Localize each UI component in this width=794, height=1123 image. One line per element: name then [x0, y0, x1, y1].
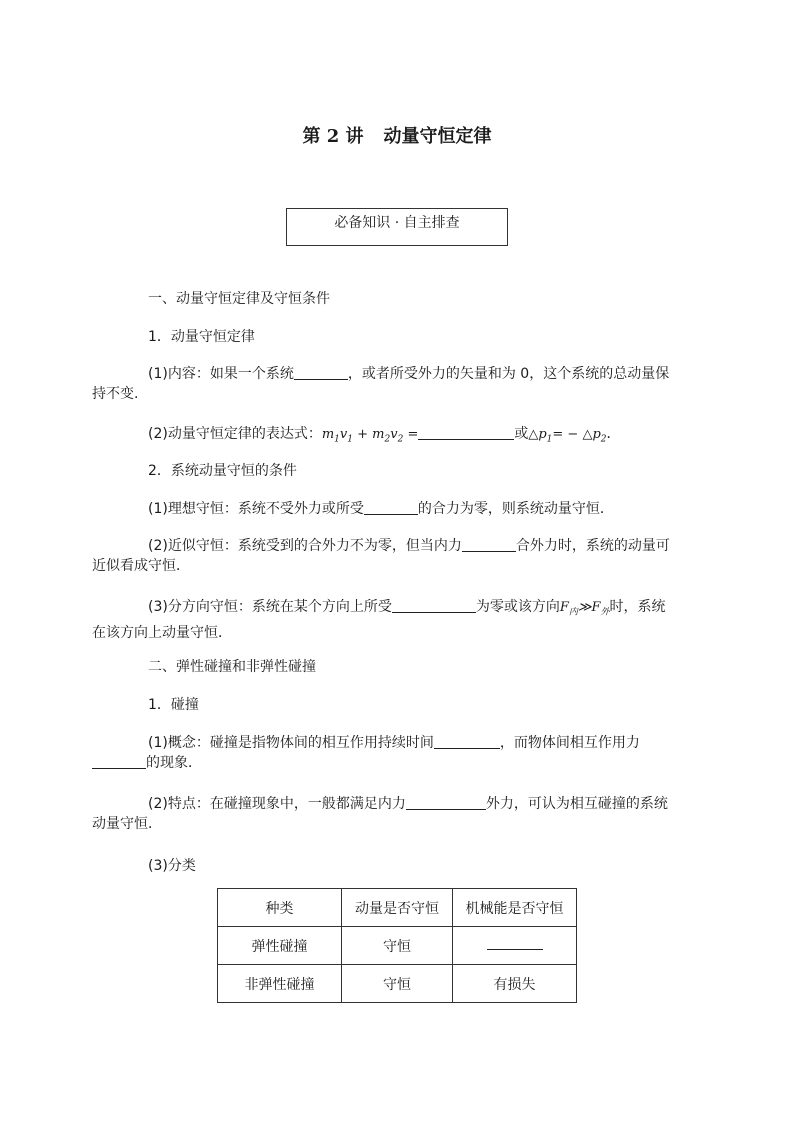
- table-row: [218, 965, 577, 1003]
- paragraph-approximate: (2)近似守恒：系统受到的合外力不为零，但当内力 合外力时，系统的动量可 近似看成守恒．: [92, 538, 670, 574]
- fill-blank[interactable]: [294, 365, 348, 380]
- fill-blank[interactable]: [418, 425, 514, 440]
- fill-blank[interactable]: [92, 754, 146, 769]
- table-cell: 有损失: [453, 965, 577, 1003]
- paragraph-concept: (1)概念：碰撞是指物体间的相互作用持续时间 ，而物体间相互作用力 的现象．: [120, 733, 680, 773]
- fill-blank[interactable]: [462, 537, 516, 552]
- table-header: 动量是否守恒: [342, 889, 453, 927]
- table-header: 机械能是否守恒: [453, 889, 577, 927]
- formula-force: $F_内≫F_外$: [559, 600, 610, 618]
- page-title: [0, 122, 794, 148]
- table-row: [218, 927, 577, 965]
- fill-blank[interactable]: [392, 598, 476, 613]
- lecture-number: 第 2 讲: [302, 126, 364, 147]
- table-cell: 守恒: [342, 927, 453, 965]
- table-header: 种类: [218, 889, 342, 927]
- fill-blank[interactable]: [406, 795, 486, 810]
- fill-blank[interactable]: [487, 937, 543, 950]
- lecture-topic: 动量守恒定律: [383, 126, 492, 147]
- section-box: 必备知识 · 自主排查: [286, 208, 508, 246]
- table-cell-blank[interactable]: [453, 927, 577, 965]
- table-cell: 守恒: [342, 965, 453, 1003]
- formula-right: $\triangle p_1=$ − $\triangle p_2$: [528, 427, 607, 445]
- subheading-conditions: 2．系统动量守恒的条件: [148, 463, 297, 479]
- fill-blank[interactable]: [434, 734, 500, 749]
- subheading-conservation-law: 1．动量守恒定律: [148, 329, 255, 345]
- table-cell: 弹性碰撞: [218, 927, 342, 965]
- formula-left: $m_1v_1 + m_2v_2$ =: [321, 427, 419, 445]
- table-cell: 非弹性碰撞: [218, 965, 342, 1003]
- collision-table: [217, 888, 577, 1003]
- paragraph-feature: (2)特点：在碰撞现象中，一般都满足内力 外力，可认为相互碰撞的系统 动量守恒．: [92, 796, 668, 832]
- paragraph-ideal: (1)理想守恒：系统不受外力或所受 的合力为零，则系统动量守恒．: [148, 501, 614, 517]
- paragraph-expression: (2)动量守恒定律的表达式：$m_1v_1 + m_2v_2$ = 或$\triangle p_1=$ − $\triangle p_2$．: [148, 426, 621, 445]
- paragraph-classification: (3)分类: [148, 858, 196, 874]
- table-header-row: [218, 889, 577, 927]
- paragraph-content: (1)内容：如果一个系统 ，或者所受外力的矢量和为 0，这个系统的总动量保 持不变.: [92, 366, 670, 402]
- fill-blank[interactable]: [364, 500, 418, 515]
- paragraph-directional: (3)分方向守恒：系统在某个方向上所受 为零或该方向$F_内≫F_外$时，系统 在该方向上动量守恒．: [92, 599, 666, 641]
- section2-heading: 二、弹性碰撞和非弹性碰撞: [148, 659, 316, 675]
- section1-heading: 一、动量守恒定律及守恒条件: [148, 291, 330, 307]
- subheading-collision: 1．碰撞: [148, 697, 199, 713]
